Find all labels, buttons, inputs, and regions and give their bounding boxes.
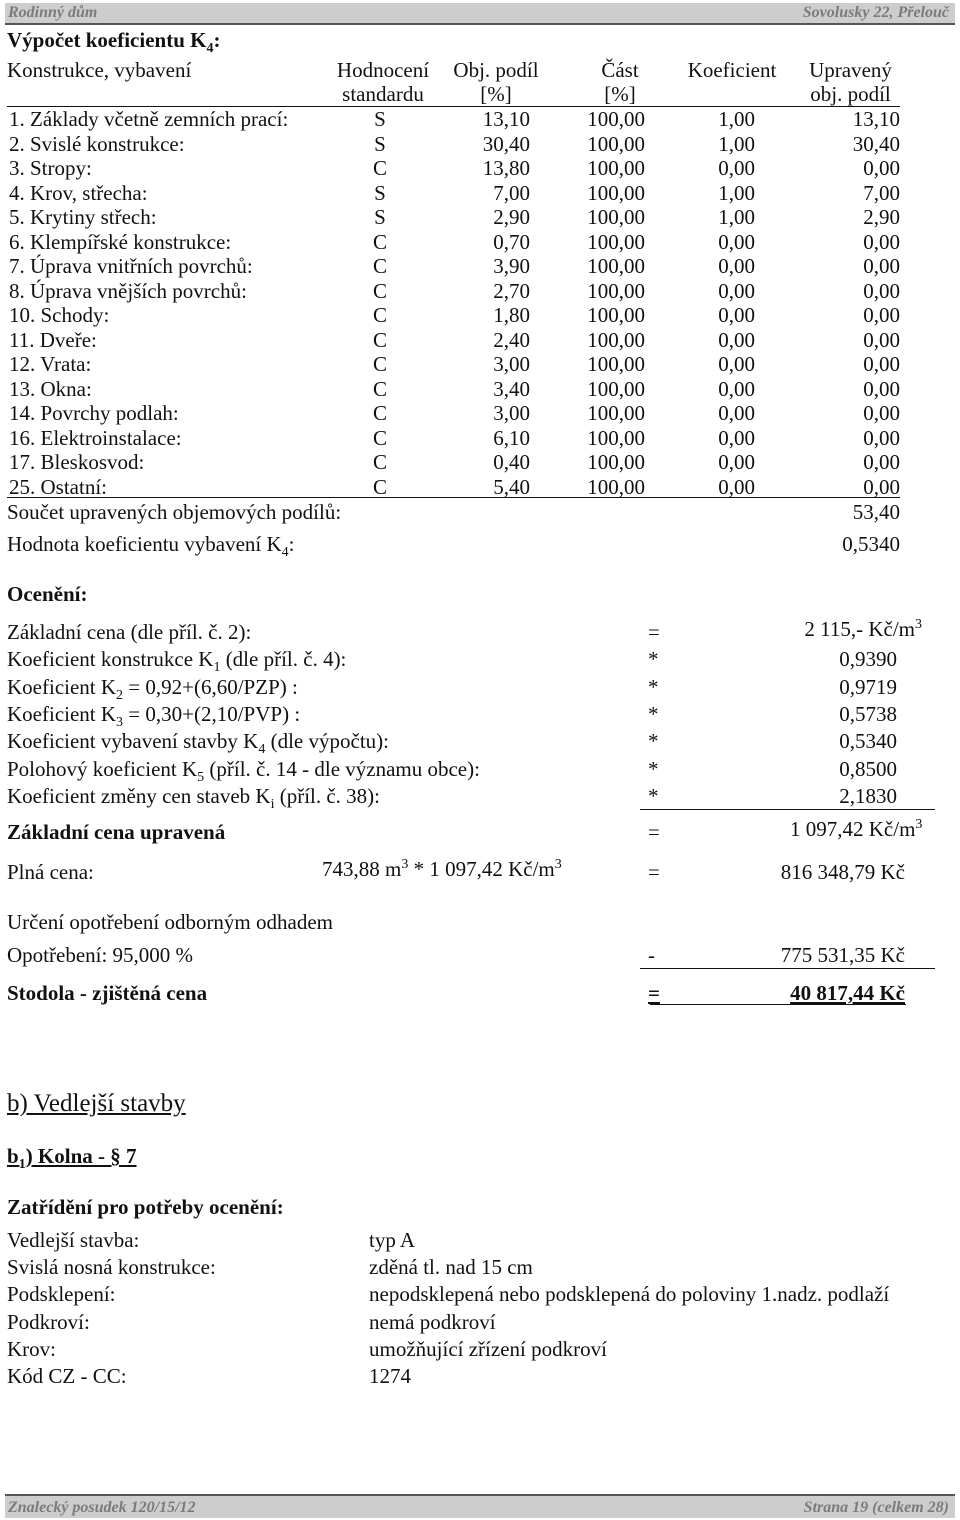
property-label: Podsklepení: bbox=[7, 1282, 116, 1307]
row-rating: C bbox=[372, 401, 387, 425]
col-header-adjusted-2: obj. podíl bbox=[810, 82, 891, 106]
row-adjusted: 0,00 bbox=[863, 401, 900, 425]
col-header-rating-1: Hodnocení bbox=[336, 58, 430, 82]
section-b-title: b) Vedlejší stavby bbox=[7, 1090, 186, 1117]
row-share: 6,10 bbox=[493, 425, 530, 450]
row-part: 100,00 bbox=[587, 180, 645, 205]
row-share: 3,00 bbox=[493, 352, 530, 376]
row-rating: C bbox=[372, 376, 387, 401]
row-rating: C bbox=[372, 425, 387, 450]
row-share: 13,10 bbox=[482, 107, 530, 131]
row-coef: 0,00 bbox=[718, 303, 755, 327]
row-rating: C bbox=[372, 156, 387, 180]
row-adjusted: 0,00 bbox=[863, 254, 900, 278]
row-coef: 0,00 bbox=[718, 229, 755, 254]
row-adjusted: 0,00 bbox=[863, 425, 900, 450]
row-share: 30,40 bbox=[482, 131, 530, 156]
row-share: 0,70 bbox=[493, 229, 530, 254]
row-name: 6. Klempířské konstrukce: bbox=[9, 229, 232, 254]
row-coef: 0,00 bbox=[718, 474, 755, 499]
row-coef: 0,00 bbox=[718, 352, 755, 376]
col-header-share-1: Obj. podíl bbox=[453, 58, 539, 82]
section-b1-title: $b_1$) Kolna - § 7 bbox=[7, 1144, 137, 1173]
row-part: 100,00 bbox=[587, 205, 645, 229]
valuation-line-label: Koeficient vybavení stavby $K_4$ (dle výpočtu): bbox=[7, 729, 389, 758]
property-value: umožňující zřízení podkroví bbox=[369, 1336, 607, 1361]
row-rating: C bbox=[372, 254, 387, 278]
result-underline bbox=[650, 1004, 906, 1005]
col-header-part-2: [%] bbox=[604, 82, 636, 106]
row-name: 13. Okna: bbox=[9, 376, 92, 401]
row-name: 17. Bleskosvod: bbox=[9, 450, 145, 474]
col-header-adjusted-1: Upravený bbox=[809, 58, 892, 82]
result-value: 40 817,44 Kč bbox=[790, 981, 905, 1005]
row-name: 5. Krytiny střech: bbox=[9, 205, 157, 229]
row-part: 100,00 bbox=[587, 376, 645, 401]
row-coef: 0,00 bbox=[718, 156, 755, 180]
row-part: 100,00 bbox=[587, 131, 645, 156]
full-price-value: 816 348,79 Kč bbox=[780, 860, 905, 884]
k4-value-label: Hodnota koeficientu vybavení $K_4$: bbox=[7, 532, 295, 561]
sum-label: Součet upravených objemových podílů: bbox=[7, 500, 342, 524]
row-name: 2. Svislé konstrukce: bbox=[9, 131, 185, 156]
valuation-line-label: Polohový koeficient $K_5$ (příl. č. 14 - dle významu obce): bbox=[7, 756, 480, 785]
row-name: 3. Stropy: bbox=[9, 156, 92, 180]
row-adjusted: 0,00 bbox=[863, 327, 900, 352]
full-price-op: = bbox=[648, 860, 660, 884]
row-coef: 1,00 bbox=[718, 205, 755, 229]
wear-method: Určení opotřebení odborným odhadem bbox=[7, 910, 333, 934]
result-op: = bbox=[648, 981, 660, 1005]
row-adjusted: 13,10 bbox=[852, 107, 900, 131]
property-value: 1274 bbox=[369, 1364, 411, 1388]
row-name: 25. Ostatní: bbox=[9, 474, 107, 499]
base-adjusted-op: = bbox=[648, 820, 660, 844]
property-value: nemá podkroví bbox=[369, 1309, 496, 1334]
row-part: 100,00 bbox=[587, 156, 645, 180]
base-adjusted-value: 1 097,42 $Kč/m^3$ bbox=[790, 817, 923, 841]
classification-title: Zatřídění pro potřeby ocenění: bbox=[7, 1195, 284, 1219]
property-label: Krov: bbox=[7, 1336, 56, 1361]
row-coef: 0,00 bbox=[718, 425, 755, 450]
property-value: zděná tl. nad 15 cm bbox=[369, 1255, 533, 1280]
property-label: Svislá nosná konstrukce: bbox=[7, 1255, 216, 1280]
wear-op: - bbox=[648, 943, 655, 967]
row-adjusted: 0,00 bbox=[863, 303, 900, 327]
row-share: 1,80 bbox=[493, 303, 530, 327]
row-coef: 1,00 bbox=[718, 180, 755, 205]
full-price-label: Plná cena: bbox=[7, 860, 94, 884]
row-coef: 1,00 bbox=[718, 131, 755, 156]
row-part: 100,00 bbox=[587, 303, 645, 327]
k4-calc-title: Výpočet koeficientu $K_4$: bbox=[7, 28, 221, 57]
row-part: 100,00 bbox=[587, 327, 645, 352]
row-part: 100,00 bbox=[587, 401, 645, 425]
sum-value: 53,40 bbox=[852, 500, 900, 524]
valuation-line-op: * bbox=[648, 783, 659, 808]
row-adjusted: 30,40 bbox=[852, 131, 900, 156]
valuation-line-label: Základní cena (dle příl. č. 2): bbox=[7, 620, 252, 644]
valuation-line-value: 2 115,- $Kč/m^3$ bbox=[804, 617, 922, 641]
row-part: 100,00 bbox=[587, 450, 645, 474]
valuation-line-op: * bbox=[648, 729, 659, 754]
result-label: Stodola - zjištěná cena bbox=[7, 981, 208, 1005]
row-coef: 0,00 bbox=[718, 376, 755, 401]
row-rating: S bbox=[374, 107, 386, 131]
property-value: typ A bbox=[369, 1228, 416, 1252]
header-left-text: Rodinný dům bbox=[8, 4, 98, 21]
valuation-line-value: 0,8500 bbox=[839, 756, 897, 781]
row-part: 100,00 bbox=[587, 278, 645, 303]
row-coef: 1,00 bbox=[718, 107, 755, 131]
valuation-line-value: 0,9390 bbox=[839, 647, 897, 672]
row-rating: C bbox=[372, 450, 387, 474]
base-adjusted-label: Základní cena upravená bbox=[7, 820, 226, 844]
row-name: 10. Schody: bbox=[9, 303, 110, 327]
row-rating: S bbox=[374, 180, 386, 205]
valuation-line-label: Koeficient konstrukce $K_1$ (dle příl. č. 4): bbox=[7, 647, 347, 676]
valuation-line-label: Koeficient $K_2 = 0,92+(6,60/PZP)$ : bbox=[7, 674, 298, 703]
valuation-line-op: * bbox=[648, 647, 659, 672]
row-rating: C bbox=[372, 229, 387, 254]
row-share: 13,80 bbox=[482, 156, 530, 180]
valuation-line-op: * bbox=[648, 674, 659, 699]
row-rating: S bbox=[374, 205, 386, 229]
row-rating: C bbox=[372, 327, 387, 352]
full-price-calc: 743,88 $m^3 * 1$ 097,42 $Kč/m^3$ bbox=[322, 857, 562, 881]
row-adjusted: 7,00 bbox=[863, 180, 900, 205]
row-adjusted: 0,00 bbox=[863, 474, 900, 499]
row-rating: C bbox=[372, 474, 387, 499]
property-label: Vedlejší stavba: bbox=[7, 1228, 140, 1252]
footer-right-text: Strana 19 (celkem 28) bbox=[803, 1499, 949, 1516]
row-name: 4. Krov, střecha: bbox=[9, 180, 148, 205]
row-name: 11. Dveře: bbox=[9, 327, 97, 352]
row-adjusted: 0,00 bbox=[863, 156, 900, 180]
row-adjusted: 0,00 bbox=[863, 450, 900, 474]
row-share: 0,40 bbox=[493, 450, 530, 474]
row-share: 5,40 bbox=[493, 474, 530, 499]
valuation-line-value: 0,5340 bbox=[839, 729, 897, 754]
property-value: nepodsklepená nebo podsklepená do poloviny 1.nadz. podlaží bbox=[369, 1282, 890, 1307]
valuation-line-value: 0,5738 bbox=[839, 701, 897, 726]
row-coef: 0,00 bbox=[718, 327, 755, 352]
row-part: 100,00 bbox=[587, 352, 645, 376]
valuation-line-value: 0,9719 bbox=[839, 674, 897, 699]
valuation-divider bbox=[640, 809, 935, 810]
col-header-part-1: Část bbox=[601, 58, 639, 82]
row-name: 12. Vrata: bbox=[9, 352, 92, 376]
row-adjusted: 0,00 bbox=[863, 352, 900, 376]
table-bottom-divider bbox=[7, 497, 900, 498]
row-coef: 0,00 bbox=[718, 450, 755, 474]
row-share: 2,70 bbox=[493, 278, 530, 303]
wear-value: 775 531,35 Kč bbox=[780, 943, 905, 967]
valuation-line-label: Koeficient změny cen staveb $K_i$ (příl. č. 38): bbox=[7, 783, 381, 812]
valuation-line-label: Koeficient $K_3 = 0,30+(2,10/PVP)$ : bbox=[7, 701, 301, 731]
row-name: 16. Elektroinstalace: bbox=[9, 425, 182, 450]
page-footer bbox=[5, 1494, 955, 1518]
wear-divider bbox=[640, 968, 935, 969]
row-name: 1. Základy včetně zemních prací: bbox=[9, 107, 289, 131]
row-coef: 0,00 bbox=[718, 401, 755, 425]
row-adjusted: 2,90 bbox=[863, 205, 900, 229]
row-share: 7,00 bbox=[493, 180, 530, 205]
footer-left-text: Znalecký posudek 120/15/12 bbox=[8, 1499, 196, 1516]
valuation-title: Ocenění: bbox=[7, 582, 88, 606]
row-coef: 0,00 bbox=[718, 254, 755, 278]
row-adjusted: 0,00 bbox=[863, 229, 900, 254]
row-coef: 0,00 bbox=[718, 278, 755, 303]
row-part: 100,00 bbox=[587, 229, 645, 254]
row-name: 8. Úprava vnějších povrchů: bbox=[9, 278, 247, 303]
header-right-text: Sovolusky 22, Přelouč bbox=[802, 4, 949, 21]
row-rating: S bbox=[374, 131, 386, 156]
property-label: Kód CZ - CC: bbox=[7, 1364, 127, 1388]
row-share: 2,90 bbox=[493, 205, 530, 229]
row-adjusted: 0,00 bbox=[863, 278, 900, 303]
col-header-rating-2: standardu bbox=[342, 82, 424, 106]
wear-label: Opotřebení: 95,000 % bbox=[7, 943, 194, 967]
row-part: 100,00 bbox=[587, 107, 645, 131]
valuation-line-op: * bbox=[648, 701, 659, 726]
row-adjusted: 0,00 bbox=[863, 376, 900, 401]
k4-value: 0,5340 bbox=[842, 532, 900, 556]
valuation-line-op: * bbox=[648, 756, 659, 781]
row-part: 100,00 bbox=[587, 425, 645, 450]
row-part: 100,00 bbox=[587, 474, 645, 499]
row-rating: C bbox=[372, 352, 387, 376]
row-part: 100,00 bbox=[587, 254, 645, 278]
col-header-construction: Konstrukce, vybavení bbox=[7, 58, 192, 82]
valuation-line-op: = bbox=[648, 620, 660, 644]
col-header-share-2: [%] bbox=[480, 82, 512, 106]
row-rating: C bbox=[372, 303, 387, 327]
row-name: 14. Povrchy podlah: bbox=[9, 401, 179, 425]
valuation-line-value: 2,1830 bbox=[839, 783, 897, 808]
row-share: 3,00 bbox=[493, 401, 530, 425]
row-rating: C bbox=[372, 278, 387, 303]
row-share: 3,90 bbox=[493, 254, 530, 278]
property-label: Podkroví: bbox=[7, 1309, 90, 1334]
page-header bbox=[5, 3, 955, 25]
row-name: 7. Úprava vnitřních povrchů: bbox=[9, 254, 253, 278]
col-header-coef: Koeficient bbox=[687, 58, 777, 82]
row-share: 2,40 bbox=[493, 327, 530, 352]
row-share: 3,40 bbox=[493, 376, 530, 401]
